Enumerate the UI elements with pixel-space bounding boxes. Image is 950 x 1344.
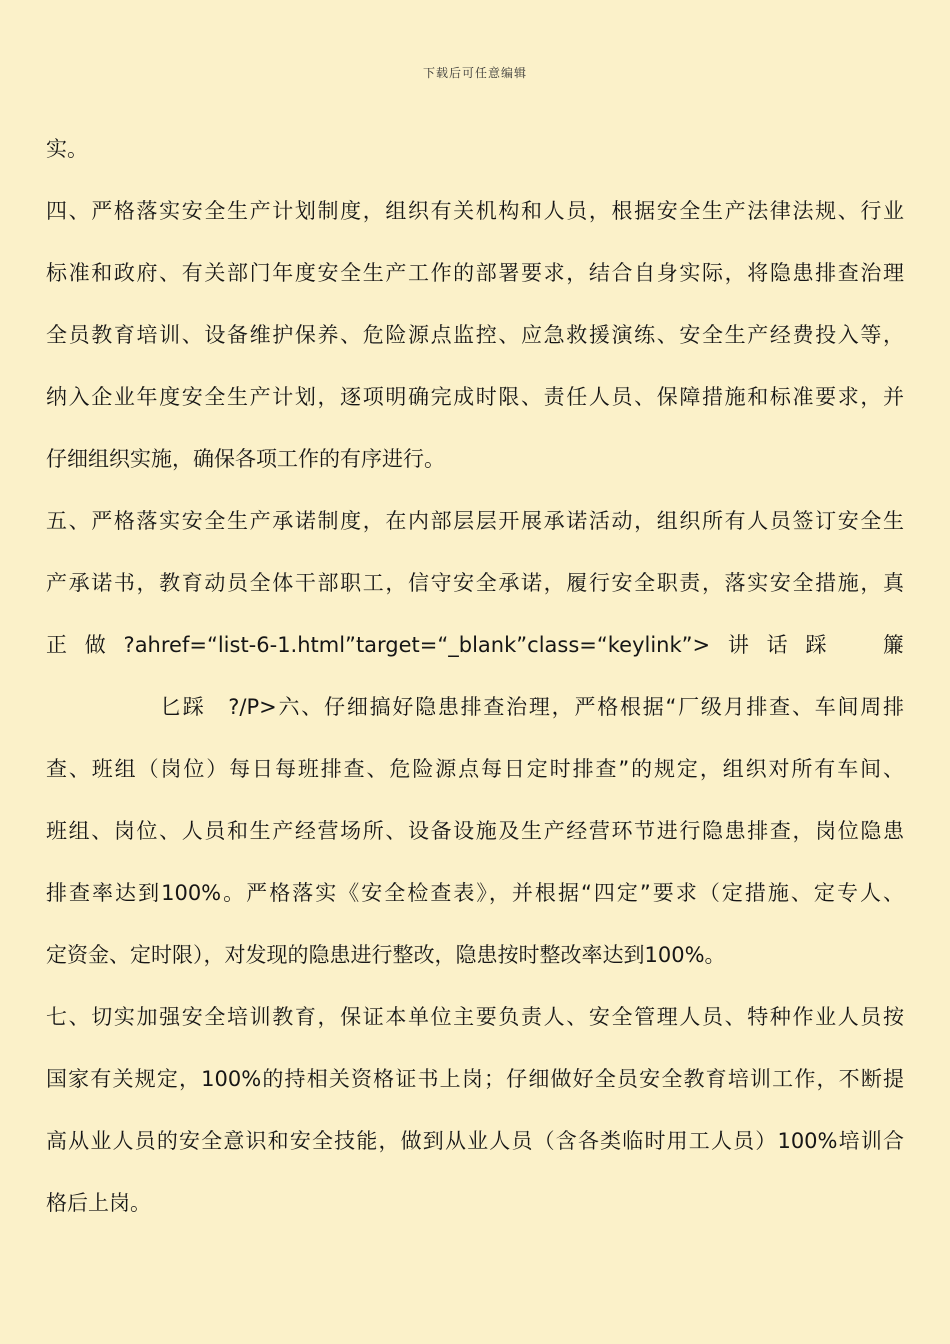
text-line: 匕踩 ?/P>六、仔细搞好隐患排查治理，严格根据“厂级月排查、车间周排 <box>160 695 904 719</box>
document-body <box>46 118 904 1234</box>
text-line: 高从业人员的安全意识和安全技能，做到从业人员（含各类临时用工人员）100%培训合 <box>46 1129 904 1153</box>
text-line: 查、班组（岗位）每日每班排查、危险源点每日定时排查”的规定，组织对所有车间、 <box>46 757 904 781</box>
text-line: 定资金、定时限），对发现的隐患进行整改，隐患按时整改率达到100%。 <box>46 943 726 967</box>
text-line: 四、严格落实安全生产计划制度，组织有关机构和人员，根据安全生产法律法规、行业 <box>46 199 904 223</box>
page-header: 下载后可任意编辑 <box>422 66 527 80</box>
text-line: 产承诺书，教育动员全体干部职工，信守安全承诺，履行安全职责，落实安全措施，真 <box>46 571 904 595</box>
text-line: 国家有关规定，100%的持相关资格证书上岗；仔细做好全员安全教育培训工作，不断提 <box>46 1067 904 1091</box>
text-line: 全员教育培训、设备维护保养、危险源点监控、应急救援演练、安全生产经费投入等， <box>46 323 904 347</box>
text-line: 仔细组织实施，确保各项工作的有序进行。 <box>46 447 445 471</box>
text-line: 纳入企业年度安全生产计划，逐项明确完成时限、责任人员、保障措施和标准要求，并 <box>46 385 904 409</box>
text-line-garbled-link: 正做?ahref=“list-6-1.html”target=“_blank”class=“keylink”>讲话踩 簾 <box>46 633 904 657</box>
text-line: 格后上岗。 <box>46 1191 151 1215</box>
text-line: 班组、岗位、人员和生产经营场所、设备设施及生产经营环节进行隐患排查，岗位隐患 <box>46 819 904 843</box>
text-line: 五、严格落实安全生产承诺制度，在内部层层开展承诺活动，组织所有人员签订安全生 <box>46 509 904 533</box>
text-line: 实。 <box>46 137 88 161</box>
text-line: 七、切实加强安全培训教育，保证本单位主要负责人、安全管理人员、特种作业人员按 <box>46 1005 904 1029</box>
text-line: 标准和政府、有关部门年度安全生产工作的部署要求，结合自身实际，将隐患排查治理 <box>46 261 904 285</box>
text-line: 排查率达到100%。严格落实《安全检查表》，并根据“四定”要求（定措施、定专人、 <box>46 881 904 905</box>
